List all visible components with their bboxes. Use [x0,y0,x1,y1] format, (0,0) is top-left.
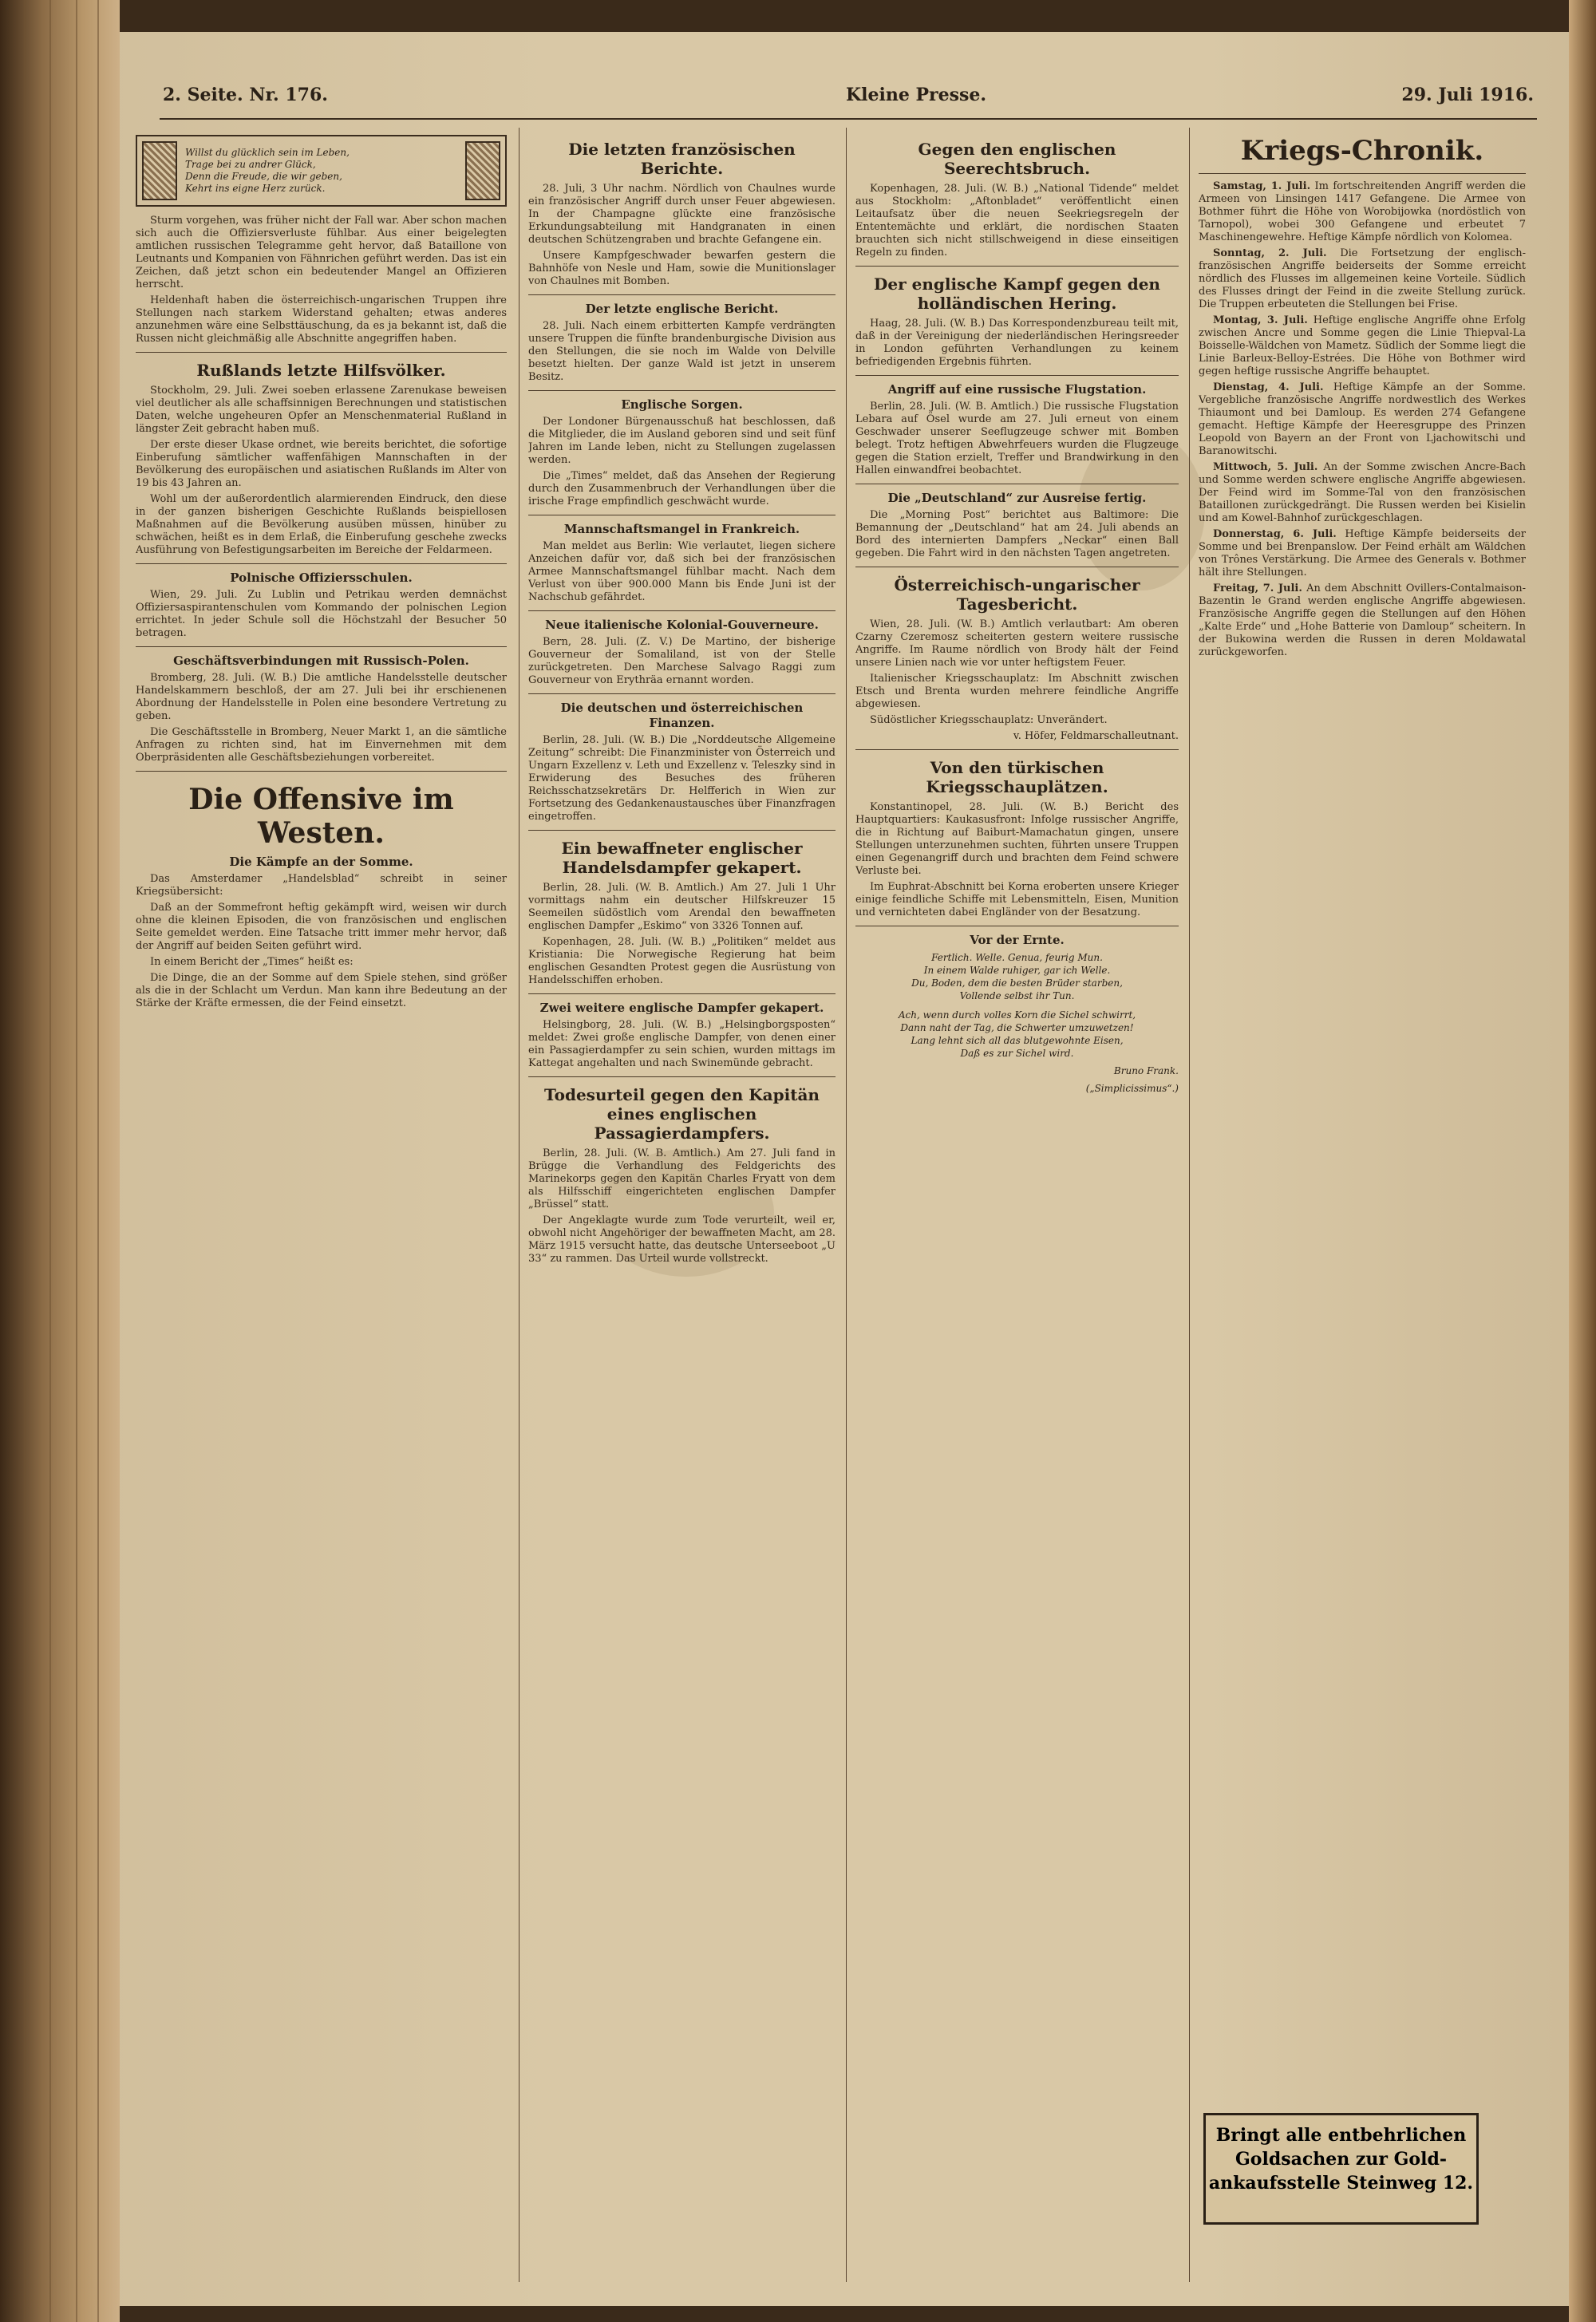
poem-line: Lang lehnt sich all das blutgewohnte Eisen, [911,1035,1124,1046]
newspaper-page [120,32,1569,2306]
column-2 [528,132,836,2302]
article-headline: Die deutschen und österreichischen Finanzen. [560,701,804,730]
article-headline: Die letzten französischen Berichte. [568,140,796,178]
column-1 [136,132,507,2302]
motto-line: Willst du glücklich sein im Leben, [185,147,350,158]
paragraph: Der Angeklagte wurde zum Tode verurteilt, weil er, obwohl nicht Angehöriger der bewaffneten Macht, am 28. März 1915 versucht hatte, das deutsche Unterseeboot „U 33“ zu rammen. Das Urteil wurde vollstreckt. [528,1214,836,1265]
poem-author: Bruno Frank. [1113,1065,1179,1076]
chronicle-entry: Heftige englische Angriffe ohne Erfolg zwischen Ancre und Somme gegen die Linie Thiepval-La Boisselle-Wäldchen von Mametz. Südlich der Somme liegt die Linie Barleux-Belloy-Estrées. Die Höhe von Bothmer wird gegen heftige russische Angriffe behauptet. [1199,314,1526,377]
paragraph: Unsere Kampfgeschwader bewarfen gestern die Bahnhöfe von Nesle und Ham, sowie die Munitionslager von Chaulnes mit Bomben. [528,250,836,287]
chronicle-entry: Die Fortsetzung der englisch-französischen Angriffe beiderseits der Somme erreicht nördlich des Flusses im allgemeinen keine Vorteile. Südlich des Flusses dringt der Feind in die zweite Stellung zurück. Die Truppen erbeuteten die Stellungen bei Frise. [1199,247,1526,310]
signature: v. Höfer, Feldmarschalleutnant. [1013,730,1179,742]
chronicle-date: Donnerstag, 6. Juli. [1213,528,1337,540]
chronicle-entry: Im fortschreitenden Angriff werden die Armeen von Linsingen 1417 Gefangene. Die Armee von Bothmer führt die Höhe von Worobijowka (nordöstlich von Tarnopol), wobei 300 Gefangene und erbeutet 7 Maschinengewehre. Heftige Kämpfe nördlich von Kolomea. [1199,180,1526,243]
article-headline-large: Die Offensive im Westen. [188,783,454,850]
gold-collection-advert [1203,2113,1479,2225]
article-headline: Der letzte englische Bericht. [585,302,779,316]
column-4 [1199,132,1526,2127]
poem [855,951,1179,1095]
advert-line: Bringt alle entbehrlichen [1215,2125,1467,2146]
poem-line: Du, Boden, dem die besten Brüder starben, [911,977,1123,989]
paragraph: 28. Juli. Nach einem erbitterten Kampfe verdrängten unsere Truppen die fünfte brandenburgische Division aus den Stellungen, die sie noch im Walde von Delville besetzt hielten. Der ganze Wald ist jetzt in unserem Besitz. [528,320,836,383]
article-subheadline: Die Kämpfe an der Somme. [229,855,413,869]
paragraph: Stockholm, 29. Juli. Zwei soeben erlassene Zarenukase beweisen viel deutlicher als alle schaffsinnigen Berechnungen und statistischen Daten, welche ungeheuren Opfer an Menschenmaterial Rußland in längster Zeit gebracht haben muß. [136,385,507,435]
book-spine [0,0,120,2322]
page-edge [1569,0,1596,2322]
poem-title: Vor der Ernte. [970,933,1065,947]
chronicle-date: Dienstag, 4. Juli. [1213,381,1324,393]
article-headline: Österreichisch-ungarischer Tagesbericht. [894,575,1140,614]
article-headline: Zwei weitere englische Dampfer gekapert. [539,1001,824,1015]
paragraph: Wien, 29. Juli. Zu Lublin und Petrikau werden demnächst Offiziersaspirantenschulen vom Kommando der polnischen Legion errichtet. In jeder Schule soll die Höchstzahl der Besucher 50 betragen. [136,589,507,639]
article-headline: Gegen den englischen Seerechtsbruch. [918,140,1116,178]
article-headline: Von den türkischen Kriegsschauplätzen. [926,758,1108,796]
ornament-icon [142,141,177,200]
paragraph: Konstantinopel, 28. Juli. (W. B.) Bericht des Hauptquartiers: Kaukasusfront: Infolge russischer Angriffe, die in Richtung auf Baiburt-Mamachatun gingen, unsere Stellungen unterzunehmen suchten, führten unsere Truppen einen Gegenangriff durch und brachten dem Feind schwere Verluste bei. [855,801,1179,877]
paragraph: Bromberg, 28. Juli. (W. B.) Die amtliche Handelsstelle deutscher Handelskammern beschloß, der am 27. Juli bei ihr erschienenen Abordnung der Handelsstelle in Polen eine besondere Vertretung zu geben. [136,672,507,722]
article-headline: Todesurteil gegen den Kapitän eines englischen Passagierdampfers. [544,1085,820,1143]
chronicle-date: Mittwoch, 5. Juli. [1213,461,1318,473]
chronicle-date: Samstag, 1. Juli. [1213,180,1311,192]
paragraph: Man meldet aus Berlin: Wie verlautet, liegen sichere Anzeichen dafür vor, daß sich bei der französischen Armee Mannschaftsmangel fühlbar macht. Nach dem Verlust von über 900.000 Mann bis Ende Juni ist der Nachschub gefährdet. [528,540,836,603]
paragraph: Wien, 28. Juli. (W. B.) Amtlich verlautbart: Am oberen Czarny Czeremosz scheiterten gestern weitere russische Angriffe. Im Raume nördlich von Brody hält der Feind unsere Linien nach wie vor unter heftigstem Feuer. [855,618,1179,669]
motto-line: Kehrt ins eigne Herz zurück. [185,183,326,194]
article-headline: Angriff auf eine russische Flugstation. [887,382,1147,397]
masthead [160,80,1537,120]
paragraph: Die Geschäftsstelle in Bromberg, Neuer Markt 1, an die sämtliche Anfragen zu richten sind, hat im Einvernehmen mit dem Oberpräsidenten alle Geschäftsbeziehungen vorbereitet. [136,726,507,764]
article-headline: Englische Sorgen. [621,397,743,412]
article-headline: Mannschaftsmangel in Frankreich. [563,522,800,536]
chronicle-date: Montag, 3. Juli. [1213,314,1308,326]
poem-line: Dann naht der Tag, die Schwerter umzuwetzen! [900,1022,1134,1033]
motto-line: Trage bei zu andrer Glück, [185,159,316,170]
paragraph: Bern, 28. Juli. (Z. V.) De Martino, der bisherige Gouverneur der Somaliland, ist von der Stelle zurückgetreten. Den Marchese Salvago Raggi zum Gouverneur von Erythräa ernannt worden. [528,636,836,686]
chronicle-entry: Heftige Kämpfe beiderseits der Somme und bei Brenpanslow. Der Feind erhält am Wäldchen von Trônes Verstärkung. Die Armee des Generals v. Bothmer hält ihre Stellungen. [1199,528,1526,579]
chronicle-entry: Heftige Kämpfe an der Somme. Vergebliche französische Angriffe nordwestlich des Werkes Thiaumont und bei Damloup. Es werden 274 Gefangene gemacht. Heftige Kämpfe der Heeresgruppe des Prinzen Leopold von Bayern an der Front von Ljachowitschi und Baranowitschi. [1199,381,1526,457]
paragraph: Das Amsterdamer „Handelsblad“ schreibt in seiner Kriegsübersicht: [136,873,507,898]
poem-line: Vollende selbst ihr Tun. [959,990,1075,1001]
article-headline: Ein bewaffneter englischer Handelsdampfer gekapert. [561,839,803,877]
paragraph: Wohl um der außerordentlich alarmierenden Eindruck, den diese in der ganzen bisherigen Geschichte Rußlands beispiellosen Maßnahmen auf die Bevölkerung ausüben müssen, hinüber zu schwächen, heißt es in dem Erlaß, die Einberufung geschehe zwecks Ausführung von Befestigungsarbeiten im Bereiche der Feldarmeen. [136,493,507,556]
article-headline: Der englische Kampf gegen den holländischen Hering. [874,274,1160,313]
page-number: 2. Seite. Nr. 176. [163,85,328,105]
paragraph: Berlin, 28. Juli. (W. B. Amtlich.) Die russische Flugstation Lebara auf Ösel wurde am 27. Juli erneut von einem Geschwader unserer Seeflugzeuge schwer mit Bomben belegt. Trotz heftigen Abwehrfeuers wurden die Flugzeuge gegen die Station erzielt, Treffer und Brandwirkung in den Hallen einwandfrei beobachtet. [855,401,1179,476]
paragraph: Helsingborg, 28. Juli. (W. B.) „Helsingborgsposten“ meldet: Zwei große englische Dampfer, von denen einer ein Passagierdampfer zu sein schien, wurden mittags im Kattegat angehalten und nach Swinemünde gebracht. [528,1019,836,1069]
paragraph: Berlin, 28. Juli. (W. B. Amtlich.) Am 27. Juli fand in Brügge die Verhandlung des Feldgerichts des Marinekorps gegen den Kapitän Charles Fryatt von dem als Hilfsschiff eingerichteten englischen Dampfer „Brüssel“ statt. [528,1147,836,1210]
chronicle-entry: An der Somme zwischen Ancre-Bach und Somme werden schwere englische Angriffe abgewiesen. Der Feind wird im Somme-Tal von den französischen Bataillonen zurückgedrängt. Die Russen werden bei Kisielin und am Kowel-Bahnhof zurückgeschlagen. [1199,461,1526,524]
motto-box [136,135,507,207]
paragraph: In einem Bericht der „Times“ heißt es: [150,956,354,968]
issue-date: 29. Juli 1916. [1401,85,1534,105]
motto-line: Denn die Freude, die wir geben, [185,171,342,182]
chronicle-entry: An dem Abschnitt Ovillers-Contalmaison-Bazentin le Grand werden englische Angriffe abgewiesen. Französische Angriffe gegen die Stellungen auf den Höhen „Kalte Erde“ und „Hohe Batterie von Damloup“ scheitern. In der Bukowina werden die Russen in deren Moldawatal zurückgeworfen. [1199,582,1526,658]
paragraph: Die „Morning Post“ berichtet aus Baltimore: Die Bemannung der „Deutschland“ hat am 24. Juli abends an Bord des internierten Dampfers „Neckar“ einen Ball gegeben. Die Fahrt wird in den nächsten Tagen angetreten. [855,509,1179,559]
paragraph: Der Londoner Bürgenausschuß hat beschlossen, daß die Mitglieder, die im Ausland geboren sind und seit fünf Jahren im Lande leben, nicht zu Stellungen zugelassen werden. [528,416,836,466]
poem-line: In einem Walde ruhiger, gar ich Welle. [923,965,1111,976]
article-headline: Die „Deutschland“ zur Ausreise fertig. [887,491,1147,505]
paragraph: Kopenhagen, 28. Juli. (W. B.) „National Tidende“ meldet aus Stockholm: „Aftonbladet“ veröffentlicht einen Leitaufsatz über die neuen Seekriegsregeln der Ententemächte und erklärt, die nordischen Staaten brauchten sich nicht stillschweigend in diese einseitigen Regeln zu finden. [855,183,1179,259]
ornament-icon [465,141,500,200]
newspaper-name: Kleine Presse. [846,85,987,105]
advert-line: Goldsachen zur Gold- [1235,2149,1447,2170]
poem-line: Fertlich. Welle. Genua, feurig Mun. [931,952,1103,963]
poem-line: Ach, wenn durch volles Korn die Sichel schwirrt, [898,1009,1136,1021]
paragraph: Berlin, 28. Juli. (W. B. Amtlich.) Am 27. Juli 1 Uhr vormittags nahm ein deutscher Hilfskreuzer 15 Seemeilen südöstlich vom Arendal den bewaffneten englischen Dampfer „Eskimo“ von 3326 Tonnen auf. [528,882,836,932]
paragraph: Italienischer Kriegsschauplatz: Im Abschnitt zwischen Etsch und Brenta wurden mehrere feindliche Angriffe abgewiesen. [855,673,1179,710]
poem-source: („Simplicissimus“.) [1085,1083,1179,1094]
paragraph: 28. Juli, 3 Uhr nachm. Nördlich von Chaulnes wurde ein französischer Angriff durch unser Feuer abgewiesen. In der Champagne glückte eine französische Erkundungsabteilung mit Handgranaten in einen deutschen Schützengraben und brachte Gefangene ein. [528,183,836,246]
article-headline: Neue italienische Kolonial-Gouverneure. [545,618,819,632]
chronicle-date: Sonntag, 2. Juli. [1213,247,1327,259]
article-headline: Rußlands letzte Hilfsvölker. [196,361,446,380]
paragraph: Sturm vorgehen, was früher nicht der Fall war. Aber schon machen sich auch die Offiziersverluste fühlbar. Aus einer beigelegten amtlichen russischen Telegramme geht hervor, daß Bataillone von Leutnants und Kompanien von Fähnrichen geführt werden. Das ist ein Zeichen, daß jetzt schon ein bedeutender Mangel an Offizieren herrscht. [136,215,507,290]
paragraph: Im Euphrat-Abschnitt bei Korna eroberten unsere Krieger einige feindliche Schiffe mit Lebensmitteln, Eisen, Munition und vernichteten dabei Engländer von der Besatzung. [855,881,1179,918]
paragraph: Heldenhaft haben die österreichisch-ungarischen Truppen ihre Stellungen nach starkem Widerstand gehalten; etwas anderes anzunehmen wäre eine Selbsttäuschung, da es ja bekannt ist, daß die Russen nicht gleichmäßig alle Abschnitte angegriffen haben. [136,294,507,345]
chronicle-date: Freitag, 7. Juli. [1213,582,1302,594]
chronicle-title: Kriegs-Chronik. [1240,135,1484,167]
paragraph: Südöstlicher Kriegsschauplatz: Unverändert. [870,714,1108,726]
paragraph: Berlin, 28. Juli. (W. B.) Die „Norddeutsche Allgemeine Zeitung“ schreibt: Die Finanzminister von Österreich und Ungarn Exzellenz v. Leth und Exzellenz v. Teleszky sind in Erwiderung des Besuches des früheren Reichsschatzsekretärs Dr. Helfferich in Wien zur Fortsetzung des Gedankenaustausches über Finanzfragen eingetroffen. [528,734,836,823]
poem-line: Daß es zur Sichel wird. [960,1048,1074,1059]
paragraph: Kopenhagen, 28. Juli. (W. B.) „Politiken“ meldet aus Kristiania: Die Norwegische Regierung hat beim englischen Gesandten Protest gegen die Ausrüstung von Handelsschiffen erhoben. [528,936,836,986]
paragraph: Haag, 28. Juli. (W. B.) Das Korrespondenzbureau teilt mit, daß in der Vereinigung der niederländischen Heringsreeder in London geführten Verhandlungen zu keinem befriedigenden Ergebnis führten. [855,318,1179,368]
column-3 [855,132,1179,2302]
paragraph: Die Dinge, die an der Somme auf dem Spiele stehen, sind größer als die in der Schlacht um Verdun. Man kann ihre Bedeutung an der Stärke der Kräfte ermessen, die der Feind einsetzt. [136,972,507,1009]
paragraph: Die „Times“ meldet, daß das Ansehen der Regierung durch den Zusammenbruch der Verhandlungen über die irische Frage empfindlich geschwächt wurde. [528,470,836,507]
paragraph: Daß an der Sommefront heftig gekämpft wird, weisen wir durch ohne die kleinen Episoden, die von französischen und englischen Seite gemeldet werden. Eine Tatsache tritt immer mehr hervor, daß der Angriff auf beiden Seiten geführt wird. [136,902,507,952]
article-headline: Polnische Offiziersschulen. [230,571,413,585]
advert-line: ankaufsstelle Steinweg 12. [1208,2173,1474,2194]
article-headline: Geschäftsverbindungen mit Russisch-Polen. [173,654,469,668]
paragraph: Der erste dieser Ukase ordnet, wie bereits berichtet, die sofortige Einberufung sämtlicher waffenfähigen Mannschaften in der Bevölkerung des europäischen und asiatischen Rußlands im Alter von 19 bis 43 Jahren an. [136,439,507,489]
